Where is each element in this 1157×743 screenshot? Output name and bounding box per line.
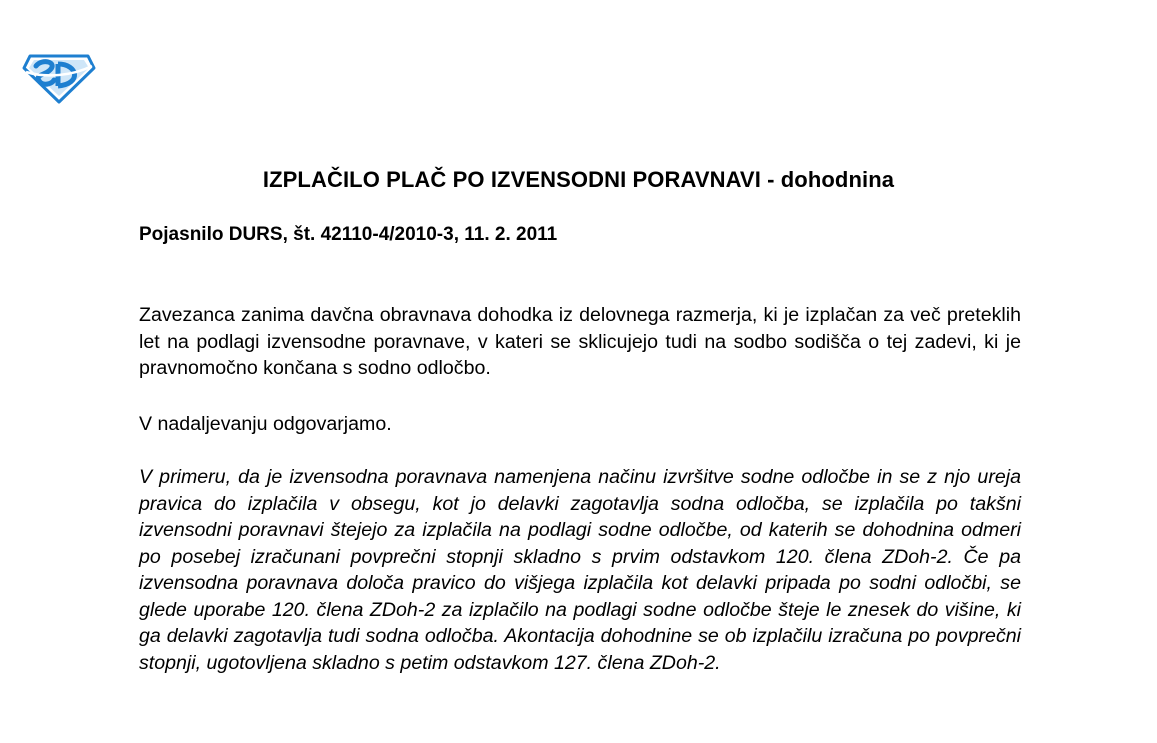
sd-shield-logo-icon bbox=[22, 50, 96, 104]
document-title: IZPLAČILO PLAČ PO IZVENSODNI PORAVNAVI - dohodnina bbox=[262, 167, 895, 192]
document-subtitle: Pojasnilo DURS, št. 42110-4/2010-3, 11. 2. 2011 bbox=[139, 224, 558, 245]
paragraph-question: Zavezanca zanima davčna obravnava dohodka iz delovnega razmerja, ki je izplačan za več preteklih let na podlagi izvensodne poravnave, v kateri se sklicujejo tudi na sodbo sodišča o tej zadevi, ki je pravnomočno končana s sodno odločbo. bbox=[139, 304, 1021, 379]
paragraph-answer: V primeru, da je izvensodna poravnava namenjena načinu izvršitve sodne odločbe in se z njo ureja pravica do izplačila v obsegu, kot jo delavki zagotavlja sodna odločba, se izplačila po takšni izvensodni poravnavi štejejo za izplačila na podlagi sodne odločbe, od katerih se dohodnina odmeri po posebej izračunani povprečni stopnji skladno s prvim odstavkom 120. člena ZDoh-2. Če pa izvensodna poravnava določa pravico do višjega izplačila kot delavki pripada po sodni odločbi, se glede uporabe 120. člena ZDoh-2 za izplačilo na podlagi sodne odločbe šteje le znesek do višine, ki ga delavki zagotavlja tudi sodna odločba. Akontacija dohodnine se ob izplačilu izračuna po povprečni stopnji, ugotovljena skladno s petim odstavkom 127. člena ZDoh-2. bbox=[139, 466, 1021, 674]
paragraph-intro: V nadaljevanju odgovarjamo. bbox=[139, 413, 392, 435]
